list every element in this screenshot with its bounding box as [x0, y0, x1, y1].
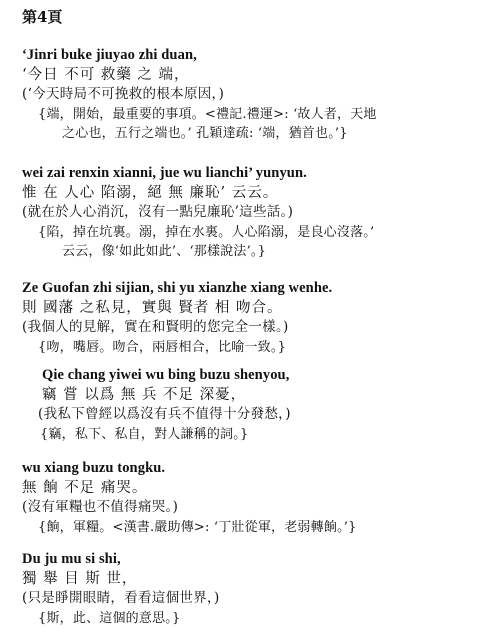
chinese-line: 獨 舉 目 斯 世， — [22, 571, 138, 587]
chinese-line: ‘今日 不可 救藥 之 端， — [22, 67, 190, 83]
translation-line: (‘今天時局不可挽救的根本原因，) — [22, 86, 225, 102]
note-line: {端，開始，最重要的事項。<禮記.禮運>: ‘故人者，天地 — [38, 107, 377, 122]
pinyin-line: ‘Jinri buke jiuyao zhi duan, — [22, 47, 197, 63]
pinyin-line: Ze Guofan zhi sijian, shi yu xianzhe xiang wenhe. — [22, 280, 333, 296]
note-line: {竊，私下、私自，對人謙稱的詞。} — [40, 427, 249, 442]
chinese-line: 竊 嘗 以爲 無 兵 不足 深憂， — [42, 387, 247, 403]
note-line: {餉，軍糧。<漢書.嚴助傳>: ‘丁壯從軍，老弱轉餉。’} — [38, 520, 357, 535]
translation-line: (我個人的見解，實在和賢明的您完全一樣。) — [22, 319, 289, 335]
note-line: {斯，此、這個的意思。} — [38, 611, 181, 626]
pinyin-line: Du ju mu si shi, — [22, 551, 121, 567]
note-line: {吻，嘴唇。吻合，兩唇相合，比喻一致。} — [38, 340, 287, 355]
chinese-line: 無 餉 不足 痛哭。 — [22, 480, 148, 496]
pinyin-line: Qie chang yiwei wu bing buzu shenyou, — [42, 367, 290, 383]
note-line: {陷，掉在坑裏。溺，掉在水裏。人心陷溺，是良心沒落。’ — [38, 225, 375, 240]
translation-line: (只是睜開眼睛，看看這個世界，) — [22, 590, 220, 606]
translation-line: (我私下曾經以爲沒有兵不值得十分發愁，) — [38, 406, 291, 422]
chinese-line: 惟 在 人心 陷溺，絕 無 廉恥’ 云云。 — [22, 185, 279, 201]
translation-line: (就在於人心消沉，沒有一點兒廉恥’這些話。) — [22, 204, 294, 220]
pinyin-line: wu xiang buzu tongku. — [22, 460, 166, 476]
chinese-line: 則 國藩 之私見，實與 賢者 相 吻合。 — [22, 300, 283, 316]
page-number-label: 第4頁 — [22, 8, 63, 26]
translation-line: (沒有軍糧也不值得痛哭。) — [22, 499, 179, 515]
note-line: 云云，像‘如此如此’、‘那樣說法’。} — [62, 244, 267, 259]
note-line: 之心也，五行之端也。’ 孔穎達疏: ‘端，猶首也。’} — [62, 126, 348, 141]
pinyin-line: wei zai renxin xianni, jue wu lianchi’ yunyun. — [22, 165, 307, 181]
